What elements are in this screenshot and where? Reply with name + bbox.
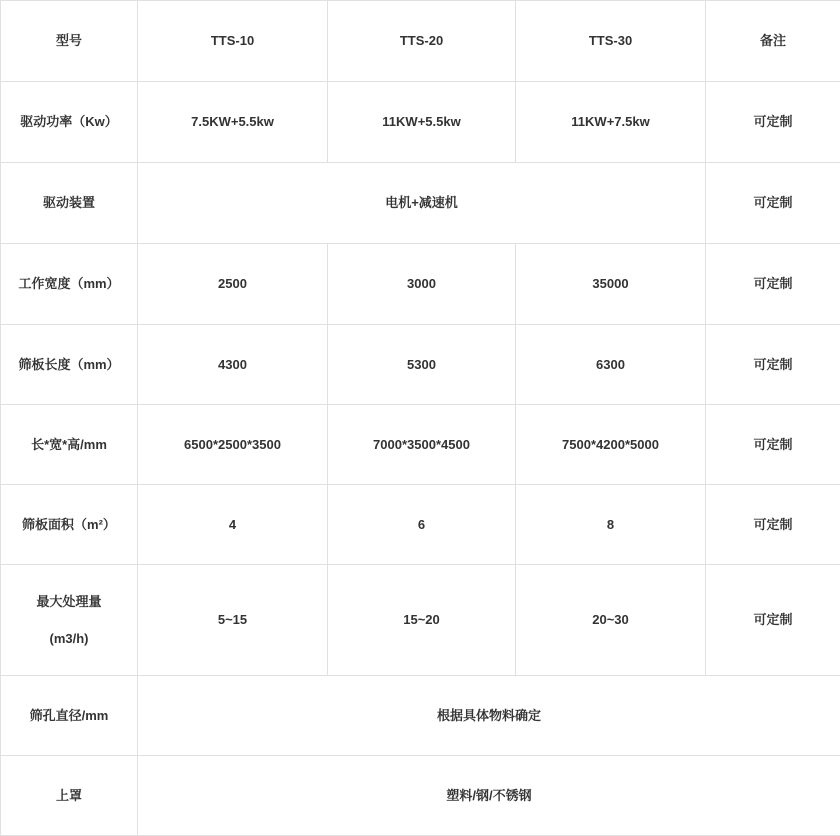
cell-screen-length-remark: 可定制 bbox=[706, 325, 840, 405]
cell-screen-length-tts20: 5300 bbox=[328, 325, 516, 405]
cell-dimensions-tts30: 7500*4200*5000 bbox=[516, 405, 706, 485]
row-label-drive-device: 驱动装置 bbox=[1, 163, 138, 244]
cell-working-width-remark: 可定制 bbox=[706, 244, 840, 325]
cell-screen-length-tts30: 6300 bbox=[516, 325, 706, 405]
cell-drive-power-tts20: 11KW+5.5kw bbox=[328, 82, 516, 163]
table-row bbox=[1, 244, 840, 325]
header-cell-tts20: TTS-20 bbox=[328, 1, 516, 82]
cell-drive-device-remark: 可定制 bbox=[706, 163, 840, 244]
row-label-max-capacity-line2: (m3/h) bbox=[5, 629, 133, 649]
table-row bbox=[1, 82, 840, 163]
row-label-max-capacity bbox=[1, 565, 138, 676]
header-cell-remark: 备注 bbox=[706, 1, 840, 82]
cell-working-width-tts20: 3000 bbox=[328, 244, 516, 325]
row-label-max-capacity-line1: 最大处理量 bbox=[5, 592, 133, 612]
row-label-screen-area: 筛板面积（m²） bbox=[1, 485, 138, 565]
cell-dimensions-tts10: 6500*2500*3500 bbox=[138, 405, 328, 485]
cell-screen-length-tts10: 4300 bbox=[138, 325, 328, 405]
cell-screen-area-tts20: 6 bbox=[328, 485, 516, 565]
cell-screen-area-remark: 可定制 bbox=[706, 485, 840, 565]
cell-drive-power-remark: 可定制 bbox=[706, 82, 840, 163]
table-row bbox=[1, 405, 840, 485]
cell-working-width-tts30: 35000 bbox=[516, 244, 706, 325]
cell-drive-power-tts30: 11KW+7.5kw bbox=[516, 82, 706, 163]
cell-working-width-tts10: 2500 bbox=[138, 244, 328, 325]
row-label-working-width: 工作宽度（mm） bbox=[1, 244, 138, 325]
table-row bbox=[1, 565, 840, 676]
row-label-top-cover: 上罩 bbox=[1, 756, 138, 836]
row-label-hole-diameter: 筛孔直径/mm bbox=[1, 676, 138, 756]
table-row bbox=[1, 676, 840, 756]
table-row bbox=[1, 325, 840, 405]
cell-max-capacity-tts10: 5~15 bbox=[138, 565, 328, 676]
cell-drive-power-tts10: 7.5KW+5.5kw bbox=[138, 82, 328, 163]
cell-max-capacity-remark: 可定制 bbox=[706, 565, 840, 676]
row-label-dimensions: 长*宽*高/mm bbox=[1, 405, 138, 485]
cell-drive-device-merged: 电机+减速机 bbox=[138, 163, 706, 244]
cell-screen-area-tts10: 4 bbox=[138, 485, 328, 565]
cell-top-cover-merged: 塑料/钢/不锈钢 bbox=[138, 756, 840, 836]
cell-max-capacity-tts30: 20~30 bbox=[516, 565, 706, 676]
table-row bbox=[1, 163, 840, 244]
header-cell-model: 型号 bbox=[1, 1, 138, 82]
header-cell-tts10: TTS-10 bbox=[138, 1, 328, 82]
table-row bbox=[1, 485, 840, 565]
header-cell-tts30: TTS-30 bbox=[516, 1, 706, 82]
table-row bbox=[1, 756, 840, 836]
table-header-row bbox=[1, 1, 840, 82]
cell-screen-area-tts30: 8 bbox=[516, 485, 706, 565]
cell-dimensions-remark: 可定制 bbox=[706, 405, 840, 485]
cell-max-capacity-tts20: 15~20 bbox=[328, 565, 516, 676]
row-label-screen-length: 筛板长度（mm） bbox=[1, 325, 138, 405]
cell-dimensions-tts20: 7000*3500*4500 bbox=[328, 405, 516, 485]
cell-hole-diameter-merged: 根据具体物料确定 bbox=[138, 676, 840, 756]
row-label-drive-power: 驱动功率（Kw） bbox=[1, 82, 138, 163]
